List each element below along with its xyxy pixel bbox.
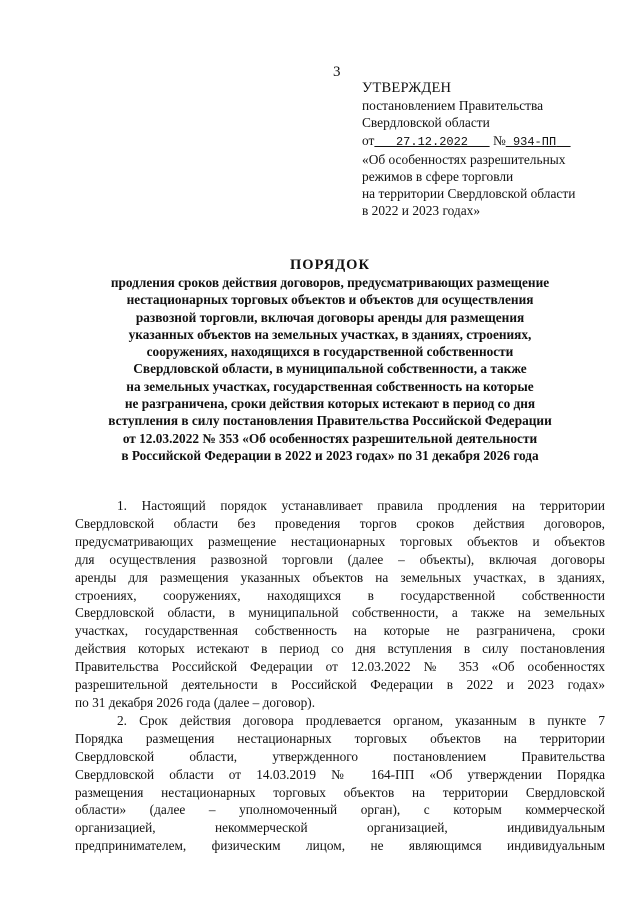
title-line: на земельных участках, государственная собственность на которые — [126, 378, 534, 394]
paragraph-line: Свердловской области без проведения торгов сроков действия договоров, — [75, 515, 605, 531]
title-line: нестационарных торговых объектов и объектов для осуществления — [126, 292, 534, 308]
title-line: продления сроков действия договоров, предусматривающих размещение — [110, 275, 550, 290]
approval-line-2: Свердловской области — [362, 115, 490, 131]
paragraph-line: предпринимателем, физическим лицом, не являющимся индивидуальным — [75, 838, 605, 854]
approval-subject-2: режимов в сфере торговли — [362, 169, 514, 185]
paragraph-line: участках, государственная собственность на которые не разграничена, сроки — [75, 623, 605, 639]
paragraph-line: предусматривающих размещение нестационарных торговых объектов и объектов — [75, 533, 605, 549]
paragraph-line: Порядка размещения нестационарных торговых объектов на территории — [75, 730, 605, 746]
paragraph-line: размещения нестационарных торговых объектов на территории Свердловской — [75, 784, 605, 800]
title-line: сооружениях, находящихся в государственной собственности — [146, 344, 514, 360]
date-prefix: от — [362, 132, 375, 148]
paragraph-line: Правительства Российской Федерации от 12.03.2022 № 353 «Об особенностях — [75, 659, 605, 675]
paragraph-line: организацией, некоммерческой организацией, индивидуальным — [75, 820, 605, 836]
page-number: 3 — [333, 64, 341, 80]
approval-subject-4: в 2022 и 2023 годах» — [362, 203, 481, 219]
approval-subject-1: «Об особенностях разрешительных — [362, 151, 566, 167]
paragraph-line: аренды для размещения указанных объектов на земельных участках, в зданиях, — [75, 569, 605, 585]
paragraph-line: Свердловской области, в муниципальной собственности, а также на земельных — [75, 605, 605, 621]
approval-date-line — [362, 132, 624, 151]
approval-date-value: 27.12.2022 — [395, 134, 468, 149]
paragraph-line: по 31 декабря 2026 года (далее – договор). — [75, 694, 316, 710]
paragraph-line: для осуществления развозной торговли (далее – объекты), включая договоры — [75, 551, 605, 567]
paragraph-line: строениях, сооружениях, находящихся в государственной собственности — [75, 587, 605, 603]
document-title — [60, 256, 600, 464]
number-prefix: № — [492, 132, 506, 148]
paragraph-2 — [75, 712, 605, 855]
paragraph-line: области» (далее – уполномоченный орган), с которым коммерческой — [75, 802, 605, 818]
approval-number-value: 934-ПП — [512, 134, 557, 149]
approval-date — [374, 135, 489, 149]
title-line: в Российской Федерации в 2022 и 2023 годах» по 31 декабря 2026 года — [121, 447, 539, 463]
approval-block — [362, 80, 624, 220]
approval-heading: УТВЕРЖДЕН — [362, 80, 452, 96]
paragraph-line: Свердловской области, утвержденного постановлением Правительства — [75, 748, 605, 764]
paragraph-line: 1. Настоящий порядок устанавливает правила продления на территории — [117, 498, 605, 513]
title-line: не разграничена, сроки действия которых истекают в период со дня — [124, 396, 536, 412]
title-line: Свердловской области, в муниципальной собственности, а также — [133, 361, 527, 377]
paragraph-line: разрешительной деятельности в Российской Федерации в 2022 и 2023 годах» — [75, 677, 605, 693]
approval-number — [506, 135, 571, 149]
paragraph-1 — [75, 497, 605, 712]
approval-line-1: постановлением Правительства — [362, 98, 544, 114]
paragraph-line: Свердловской области от 14.03.2019 № 164-ПП «Об утверждении Порядка — [75, 766, 605, 782]
paragraph-line: действия которых истекают в период со дня вступления в силу постановления — [75, 641, 605, 657]
document-body — [75, 497, 605, 855]
title-line: развозной торговли, включая договоры аренды для размещения — [135, 309, 525, 325]
approval-subject-3: на территории Свердловской области — [362, 186, 576, 202]
title-line: указанных объектов на земельных участках, в зданиях, строениях, — [128, 326, 532, 342]
paragraph-line: 2. Срок действия договора продлевается органом, указанным в пункте 7 — [117, 712, 605, 728]
title-main: ПОРЯДОК — [290, 257, 370, 273]
title-line: от 12.03.2022 № 353 «Об особенностях разрешительной деятельности — [122, 430, 538, 446]
title-line: вступления в силу постановления Правительства Российской Федерации — [108, 413, 552, 429]
